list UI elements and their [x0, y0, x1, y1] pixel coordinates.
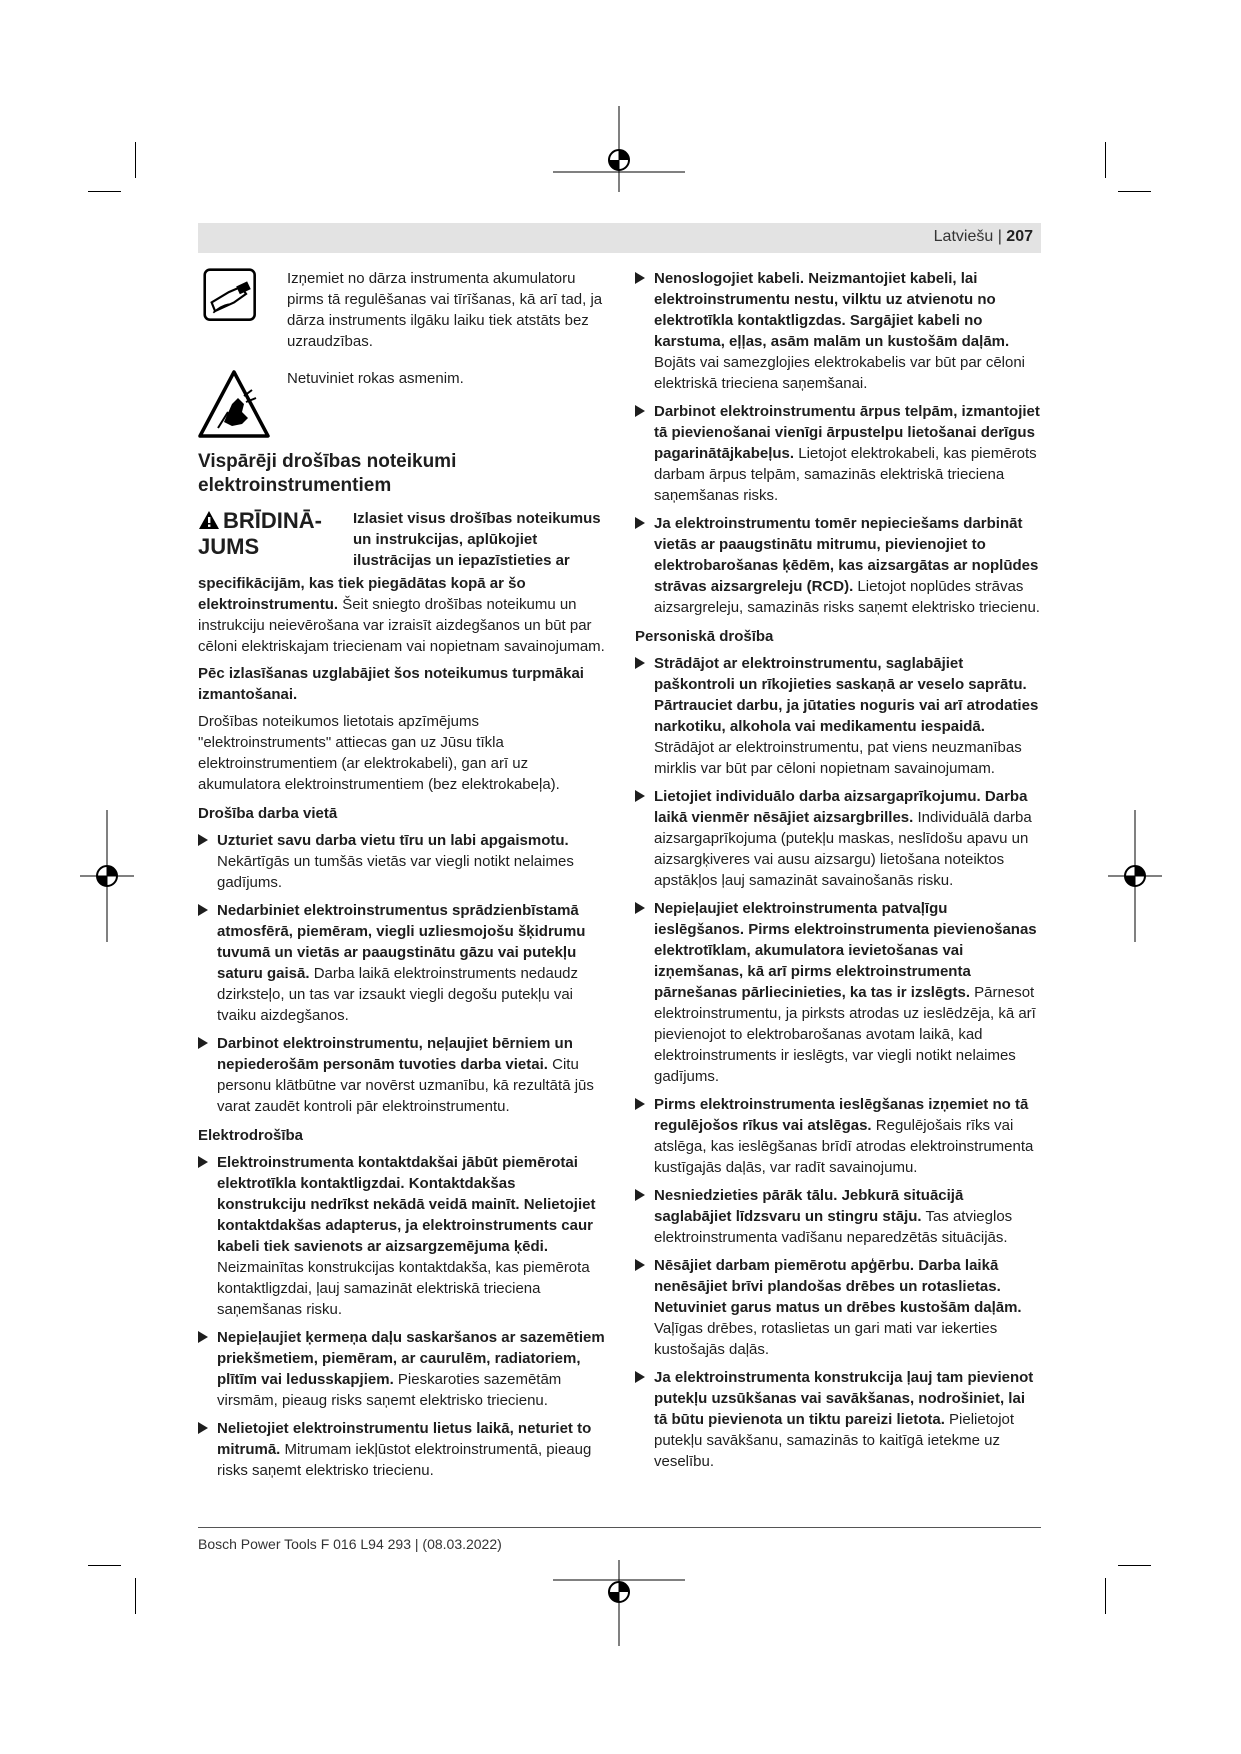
warning-text: Šeit sniegto drošības noteikumu un instrukciju neievērošana var izraisīt aizdegšanos un būt par cēloni elektriskajam triecienam vai nopietnam savainojumam.: [198, 596, 605, 655]
list-item: [635, 1094, 1041, 1178]
page-number: 207: [1006, 228, 1033, 245]
crop-mark: [1105, 1578, 1106, 1614]
header-separator: |: [997, 228, 1002, 245]
warning-bold-2: specifikācijām, kas tiek piegādātas kopā ar šo elektroinstrumentu.: [198, 575, 526, 613]
work-area-list: [198, 830, 608, 1117]
crop-mark: [88, 191, 121, 192]
personal-safety-title: Personiskā drošība: [635, 628, 774, 645]
list-item: [635, 898, 1041, 1087]
bullet-triangle-icon: [198, 1156, 208, 1168]
crop-mark: [1118, 191, 1151, 192]
bullet-triangle-icon: [635, 405, 645, 417]
warning-triangle-icon: [198, 510, 220, 530]
item-text: Pieskaroties sazemētām virsmām, pieaug risks saņemt elektrisko triecienu.: [217, 1371, 562, 1409]
warning-word: BRĪDINĀ-JUMS: [198, 508, 322, 559]
icon-instruction-row: [198, 268, 608, 358]
item-bold: Nēsājiet darbam piemērotu apģērbu. Darba laikā nenēsājiet brīvi plandošas drēbes un rotaslietas. Netuviniet garus matus un drēbes kustošām daļām.: [654, 1257, 1022, 1316]
list-item: [635, 513, 1041, 618]
hand-blade-warning-icon: [198, 368, 270, 440]
item-bold: Nenoslogojiet kabeli. Neizmantojiet kabeli, lai elektroinstrumentu nestu, vilktu uz atvienotu no elektrotīkla kontaktligzdas. Sargājiet kabeli no karstuma, eļļas, asām malām un kustošām daļām.: [654, 270, 1010, 350]
item-text: Strādājot ar elektroinstrumentu, pat viens neuzmanības mirklis var būt par cēloni nopietnam savainojumam.: [654, 739, 1022, 777]
section-title: Vispārēji drošības noteikumi elektroinstrumentiem: [198, 451, 457, 496]
item-text: Neizmainītas konstrukcijas kontaktdakša, kas piemērota kontaktligzdai, ļauj samazināt elektriskā trieciena saņemšanas risku.: [217, 1259, 590, 1318]
icon-text-1: Izņemiet no dārza instrumenta akumulatoru pirms tā regulēšanas vai tīrīšanas, kā arī tad, ja dārza instruments ilgāku laiku tiek atstāts bez uzraudzības.: [287, 270, 603, 350]
bullet-triangle-icon: [635, 657, 645, 669]
list-item: [635, 1255, 1041, 1360]
list-item: [198, 1033, 608, 1117]
item-bold: Darbinot elektroinstrumentu ārpus telpām, izmantojiet tā pievienošanai vienīgi ārpustelpu lietošanai derīgus pagarinātājkabeļus.: [654, 403, 1040, 462]
bullet-triangle-icon: [635, 1371, 645, 1383]
bullet-triangle-icon: [635, 790, 645, 802]
registration-mark-icon: [80, 810, 134, 942]
item-text: Pielietojot putekļu savākšanu, samazinās to kaitīgā ietekme uz veselību.: [654, 1411, 1015, 1470]
bullet-triangle-icon: [198, 834, 208, 846]
work-area-title: Drošība darba vietā: [198, 805, 338, 822]
item-text: Regulējošais rīks vai atslēga, kas ieslēgšanas brīdī atrodas elektroinstrumenta kustīgajās daļās, var radīt savainojumu.: [654, 1117, 1034, 1176]
list-item: [635, 268, 1041, 394]
item-text: Mitrumam iekļūstot elektroinstrumentā, pieaug risks saņemt elektrisko triecienu.: [217, 1441, 592, 1479]
keep-instructions: Pēc izlasīšanas uzglabājiet šos noteikumus turpmākai izmantošanai.: [198, 665, 584, 703]
header-text: [934, 228, 1033, 246]
item-text: Lietojot elektrokabeli, kas piemērots darbam ārpus telpām, samazinās elektriskā trieciena saņemšanas risks.: [654, 445, 1037, 504]
warning-bold-1: Izlasiet visus drošības noteikumus un instrukcijas, aplūkojiet ilustrācijas un iepazīstieties ar: [353, 510, 601, 569]
icon-instruction-row: [198, 368, 608, 440]
bullet-triangle-icon: [198, 1331, 208, 1343]
personal-safety-list: [635, 653, 1041, 1472]
list-item: [198, 900, 608, 1026]
item-text: Citu personu klātbūtne var novērst uzmanību, kā rezultātā jūs varat zaudēt kontroli pār elektroinstrumentu.: [217, 1056, 594, 1115]
bullet-triangle-icon: [635, 272, 645, 284]
bullet-triangle-icon: [198, 1422, 208, 1434]
registration-mark-icon: [553, 1560, 685, 1646]
item-text: Darba laikā elektroinstruments nedaudz dzirksteļo, un tas var izsaukt viegli degošu putekļu vai tvaiku aizdegšanos.: [217, 965, 579, 1024]
registration-mark-icon: [553, 106, 685, 192]
bullet-triangle-icon: [635, 1098, 645, 1110]
crop-mark: [1118, 1565, 1151, 1566]
item-bold: Ja elektroinstrumenta konstrukcija ļauj tam pievienot putekļu uzsūkšanas vai savākšanas, nodrošiniet, lai tā būtu pievienota un tiktu pareizi lietota.: [654, 1369, 1034, 1428]
item-bold: Darbinot elektroinstrumentu, neļaujiet bērniem un nepiederošām personām tuvoties darba vietai.: [217, 1035, 573, 1073]
item-text: Nekārtīgās un tumšās vietās var viegli notikt nelaimes gadījums.: [217, 853, 574, 891]
item-text: Bojāts vai samezglojies elektrokabelis var būt par cēloni elektriskā trieciena saņemšanai.: [654, 354, 1026, 392]
footer-rule: [198, 1527, 1041, 1528]
item-bold: Nepieļaujiet ķermeņa daļu saskaršanos ar sazemētiem priekšmetiem, piemēram, ar caurulēm, radiatoriem, plītīm vai ledusskapjiem.: [217, 1329, 605, 1388]
bullet-triangle-icon: [635, 902, 645, 914]
left-column: [198, 268, 608, 1488]
warning-paragraph: [198, 573, 608, 657]
page-header: [198, 223, 1041, 253]
battery-removal-icon: [198, 268, 270, 330]
bullet-triangle-icon: [635, 1189, 645, 1201]
item-bold: Lietojiet individuālo darba aizsargaprīkojumu. Darba laikā vienmēr nēsājiet aizsargbrilles.: [654, 788, 1028, 826]
header-language: Latviešu: [933, 228, 994, 245]
electrical-list-continued: [635, 268, 1041, 618]
item-bold: Nedarbiniet elektroinstrumentus sprādzienbīstamā atmosfērā, piemēram, viegli uzliesmojošu šķidrumu tuvumā un vietās ar paaugstinātu gāzu vai putekļu saturu gaisā.: [217, 902, 586, 982]
item-text: Tas atvieglos elektroinstrumenta vadīšanu neparedzētās situācijās.: [654, 1208, 1013, 1246]
item-bold: Elektroinstrumenta kontaktdakšai jābūt piemērotai elektrotīkla kontaktligzdai. Kontaktdakšas konstrukciju nedrīkst nekādā veidā mainīt. Nelietojiet kontaktdakšas adapterus, ja elektroinstruments caur kabeli tiek savienots ar aizsargzemējuma ķēdi.: [217, 1154, 596, 1255]
item-text: Pārnesot elektroinstrumentu, ja pirksts atrodas uz ieslēdzēja, kā arī pievienojot to elektrobarošanas avotam laikā, kad elektroinstruments ir ieslēgts, var viegli notikt nelaimes gadījums.: [654, 984, 1036, 1085]
crop-mark: [1105, 142, 1106, 178]
item-text: Lietojot noplūdes strāvas aizsargreleju, samazinās risks saņemt elektrisko triecienu.: [654, 578, 1040, 616]
item-bold: Nesniedzieties pārāk tālu. Jebkurā situācijā saglabājiet līdzsvaru un stingru stāju.: [654, 1187, 964, 1225]
electrical-list: [198, 1152, 608, 1481]
warning-block: [198, 508, 608, 571]
bullet-triangle-icon: [198, 904, 208, 916]
crop-mark: [135, 142, 136, 178]
item-bold: Uzturiet savu darba vietu tīru un labi apgaismotu.: [217, 832, 569, 849]
bullet-triangle-icon: [635, 1259, 645, 1271]
list-item: [635, 653, 1041, 779]
icon-text-2: Netuviniet rokas asmenim.: [287, 370, 464, 387]
warning-label: [198, 508, 353, 571]
list-item: [198, 1152, 608, 1320]
crop-mark: [88, 1565, 121, 1566]
item-bold: Nepieļaujiet elektroinstrumenta patvaļīgu ieslēgšanos. Pirms elektroinstrumenta pievienošanas elektrotīklam, akumulatora ievietošanas vai izņemšanas, kā arī pirms elektroinstrumenta pārnešanas pārliecinieties, ka tas ir izslēgts.: [654, 900, 1037, 1001]
item-bold: Strādājot ar elektroinstrumentu, saglabājiet paškontroli un rīkojieties saskaņā ar veselo saprātu. Pārtrauciet darbu, ja jūtaties noguris vai arī atrodaties narkotiku, alkohola vai medikamentu iespaidā.: [654, 655, 1039, 735]
item-bold: Nelietojiet elektroinstrumentu lietus laikā, neturiet to mitrumā.: [217, 1420, 592, 1458]
list-item: [635, 401, 1041, 506]
page-footer: Bosch Power Tools F 016 L94 293 | (08.03.2022): [198, 1536, 502, 1552]
item-text: Individuālā darba aizsargaprīkojuma (putekļu maskas, neslīdošu apavu un aizsargķiveres vai ausu aizsargu) lietošana noteiktos apstākļos ļauj samazināt savainošanās risku.: [654, 809, 1032, 889]
crop-mark: [135, 1578, 136, 1614]
bullet-triangle-icon: [198, 1037, 208, 1049]
list-item: [635, 1367, 1041, 1472]
right-column: [635, 268, 1041, 1479]
list-item: [198, 1418, 608, 1481]
electrical-title: Elektrodrošība: [198, 1127, 304, 1144]
item-bold: Pirms elektroinstrumenta ieslēgšanas izņemiet no tā regulējošos rīkus vai atslēgas.: [654, 1096, 1029, 1134]
item-bold: Ja elektroinstrumentu tomēr nepieciešams darbināt vietās ar paaugstinātu mitrumu, pievienojiet to elektrobarošanas ķēdēm, kas aizsargātas ar noplūdes strāvas aizsargreleju (RCD).: [654, 515, 1039, 595]
bullet-triangle-icon: [635, 517, 645, 529]
registration-mark-icon: [1108, 810, 1162, 942]
item-text: Vaļīgas drēbes, rotaslietas un gari mati var iekerties kustošajās daļās.: [654, 1320, 998, 1358]
list-item: [635, 786, 1041, 891]
list-item: [198, 1327, 608, 1411]
keep-text: Drošības noteikumos lietotais apzīmējums "elektroinstruments" attiecas gan uz Jūsu tīkla elektroinstrumentiem (ar elektrokabeli), gan arī uz akumulatora elektroinstrumentiem (bez elektrokabeļa).: [198, 713, 560, 793]
list-item: [198, 830, 608, 893]
list-item: [635, 1185, 1041, 1248]
